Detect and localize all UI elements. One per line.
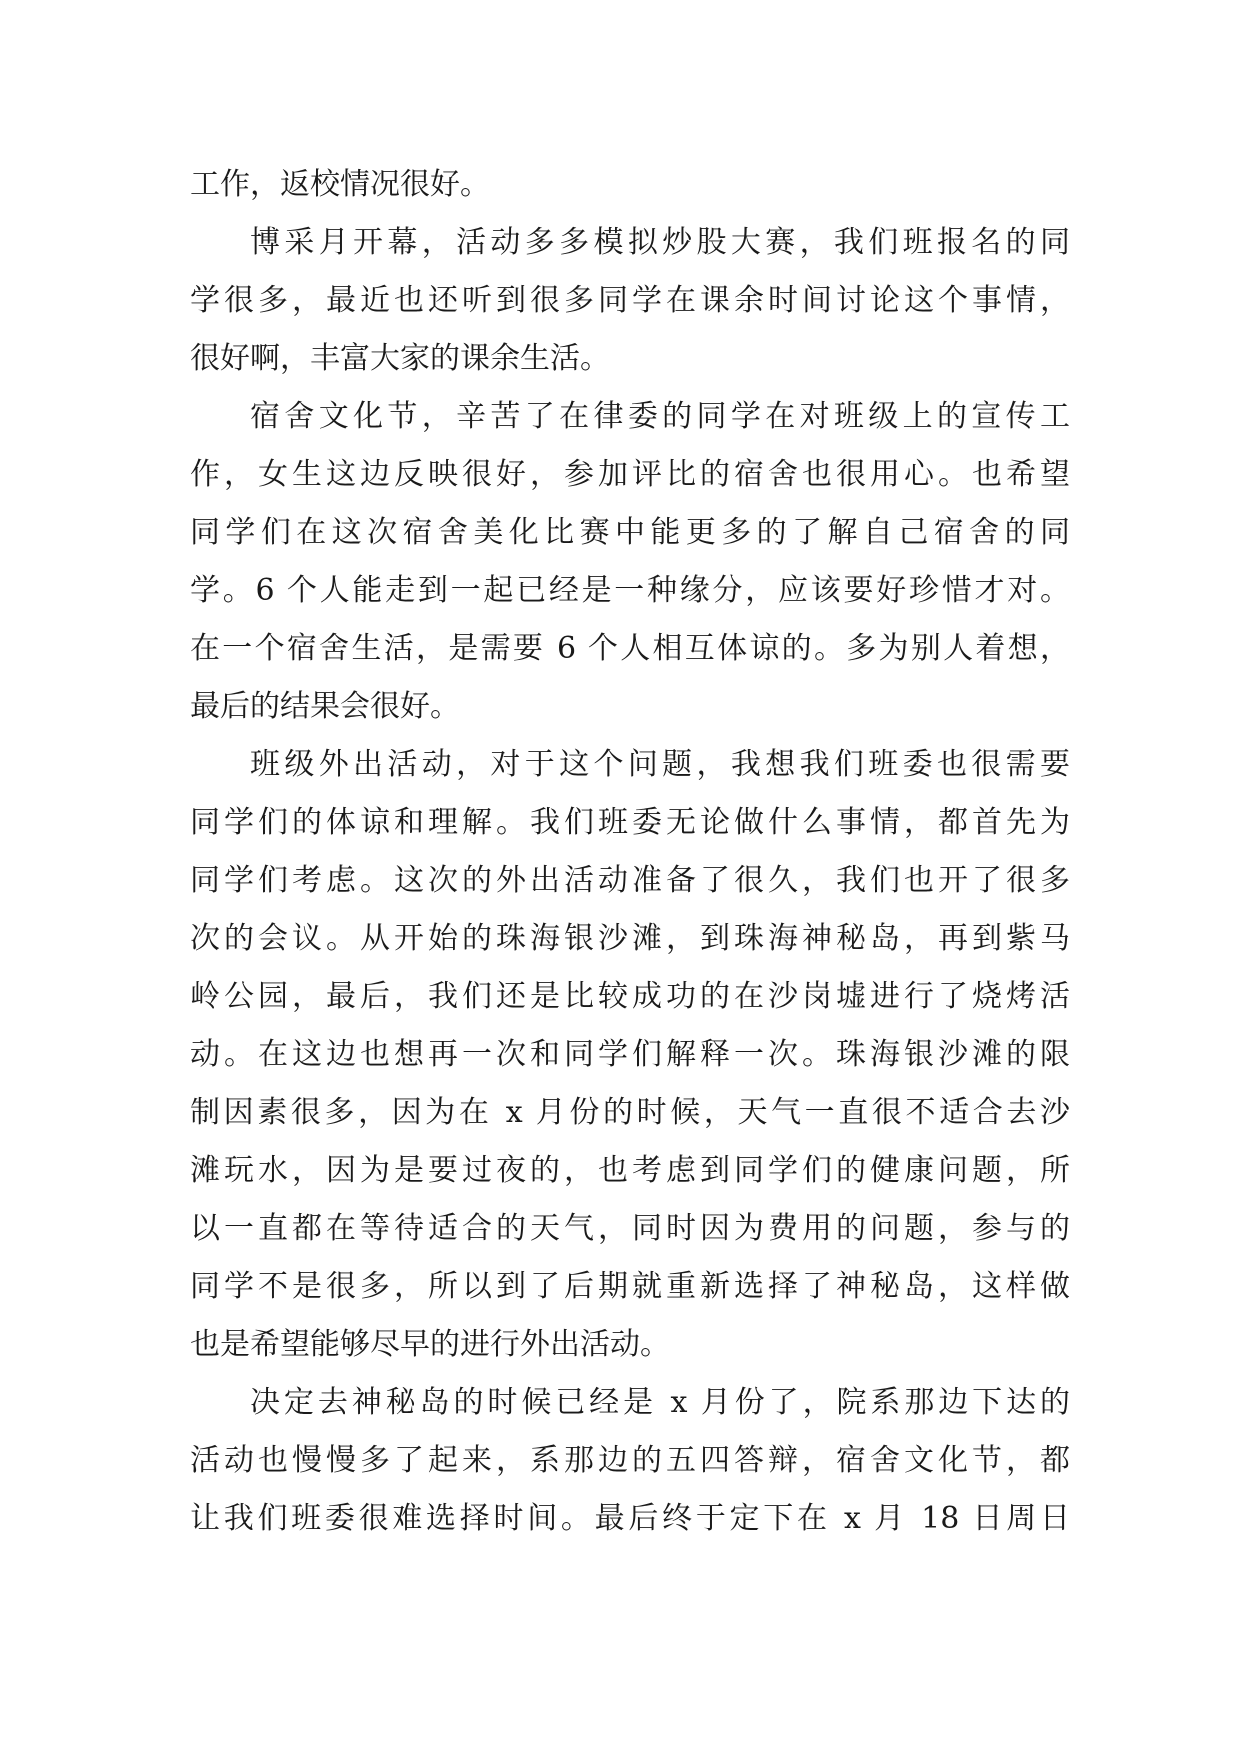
text-line: 很好啊，丰富大家的课余生活。 xyxy=(190,341,610,376)
text-line: 同学不是很多，所以到了后期就重新选择了神秘岛，这样做 xyxy=(190,1269,1070,1304)
text-line: 工作，返校情况很好。 xyxy=(190,167,490,202)
text-line: 同学们在这次宿舍美化比赛中能更多的了解自己宿舍的同 xyxy=(190,515,1070,550)
text-line: 作，女生这边反映很好，参加评比的宿舍也很用心。也希望 xyxy=(190,457,1070,492)
text-line: 最后的结果会很好。 xyxy=(190,689,460,724)
text-line: 也是希望能够尽早的进行外出活动。 xyxy=(190,1327,670,1362)
text-line: 同学们考虑。这次的外出活动准备了很久，我们也开了很多 xyxy=(190,863,1070,898)
text-line: 动。在这边也想再一次和同学们解释一次。珠海银沙滩的限 xyxy=(190,1037,1070,1072)
text-line: 滩玩水，因为是要过夜的，也考虑到同学们的健康问题，所 xyxy=(190,1153,1070,1188)
text-line: 让我们班委很难选择时间。最后终于定下在 x 月 18 日周日 xyxy=(190,1501,1070,1536)
text-line: 学。6 个人能走到一起已经是一种缘分，应该要好珍惜才对。 xyxy=(190,573,1070,608)
body-text xyxy=(190,156,1070,1548)
paragraph-start-line: 班级外出活动，对于这个问题，我想我们班委也很需要 xyxy=(250,747,1070,782)
text-line: 同学们的体谅和理解。我们班委无论做什么事情，都首先为 xyxy=(190,805,1070,840)
text-line: 以一直都在等待适合的天气，同时因为费用的问题，参与的 xyxy=(190,1211,1070,1246)
text-line: 岭公园，最后，我们还是比较成功的在沙岗墟进行了烧烤活 xyxy=(190,979,1070,1014)
paragraph-start-line: 决定去神秘岛的时候已经是 x 月份了，院系那边下达的 xyxy=(250,1385,1070,1420)
paragraph-start-line: 博采月开幕，活动多多模拟炒股大赛，我们班报名的同 xyxy=(250,225,1070,260)
text-line: 活动也慢慢多了起来，系那边的五四答辩，宿舍文化节，都 xyxy=(190,1443,1070,1478)
text-line: 在一个宿舍生活，是需要 6 个人相互体谅的。多为别人着想， xyxy=(190,631,1070,666)
text-line: 次的会议。从开始的珠海银沙滩，到珠海神秘岛，再到紫马 xyxy=(190,921,1070,956)
text-line: 制因素很多，因为在 x 月份的时候，天气一直很不适合去沙 xyxy=(190,1095,1070,1130)
paragraph-start-line: 宿舍文化节，辛苦了在律委的同学在对班级上的宣传工 xyxy=(250,399,1070,434)
text-line: 学很多，最近也还听到很多同学在课余时间讨论这个事情， xyxy=(190,283,1070,318)
